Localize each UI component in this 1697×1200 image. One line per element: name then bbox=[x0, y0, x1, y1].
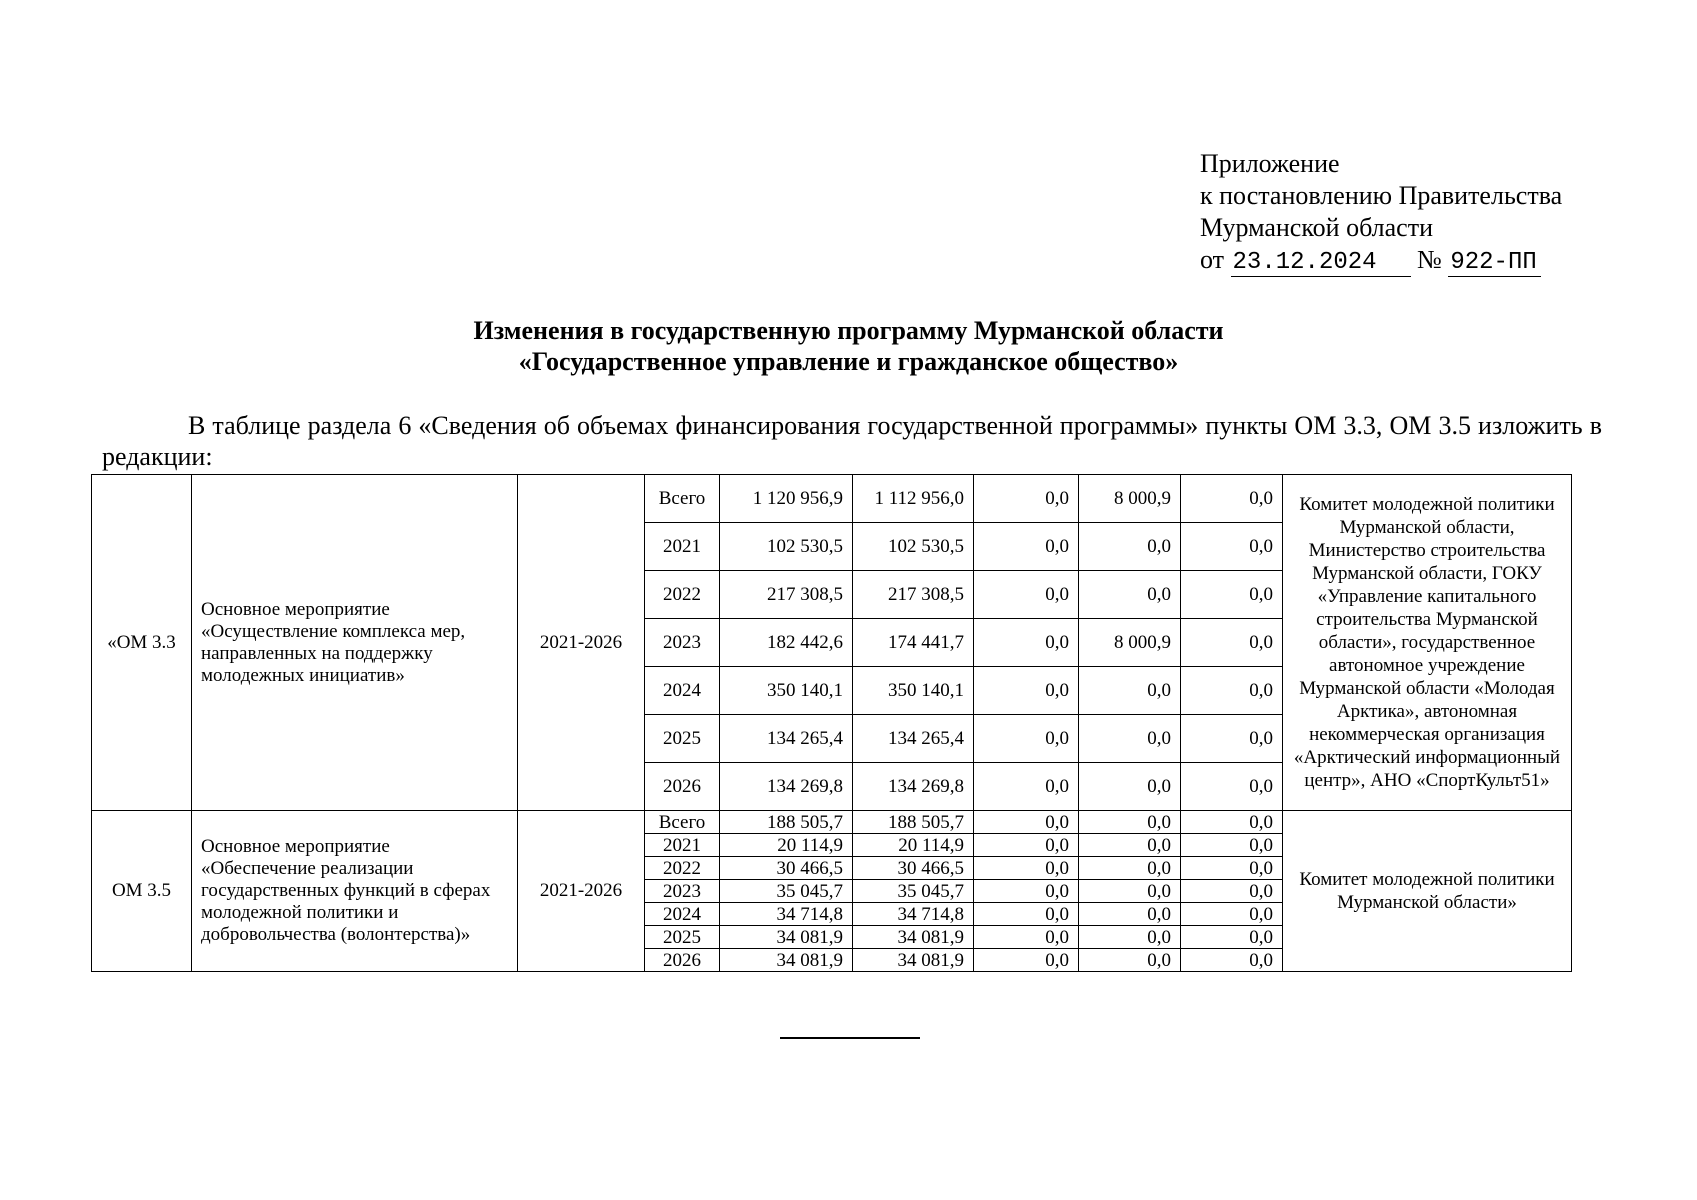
table-row bbox=[92, 475, 1572, 523]
value-total: 217 308,5 bbox=[720, 571, 853, 619]
measure-code: «ОМ 3.3 bbox=[92, 475, 192, 811]
value-other: 0,0 bbox=[1181, 763, 1283, 811]
measure-code: ОМ 3.5 bbox=[92, 811, 192, 972]
row-year: 2023 bbox=[645, 619, 720, 667]
measure-name: Основное мероприятие «Осуществление комплекса мер, направленных на поддержку молодежных инициатив» bbox=[192, 475, 518, 811]
value-regional: 102 530,5 bbox=[853, 523, 974, 571]
row-year: 2023 bbox=[645, 880, 720, 903]
row-year: 2024 bbox=[645, 667, 720, 715]
value-federal: 0,0 bbox=[974, 571, 1079, 619]
value-local: 0,0 bbox=[1079, 880, 1181, 903]
value-federal: 0,0 bbox=[974, 926, 1079, 949]
value-local: 0,0 bbox=[1079, 857, 1181, 880]
value-other: 0,0 bbox=[1181, 949, 1283, 972]
number-prefix: № bbox=[1417, 245, 1442, 274]
value-federal: 0,0 bbox=[974, 811, 1079, 834]
value-other: 0,0 bbox=[1181, 926, 1283, 949]
measure-executor: Комитет молодежной политики Мурманской области» bbox=[1283, 811, 1572, 972]
value-federal: 0,0 bbox=[974, 903, 1079, 926]
value-regional: 350 140,1 bbox=[853, 667, 974, 715]
title-line-2: «Государственное управление и гражданское общество» bbox=[518, 347, 1179, 376]
row-year: 2021 bbox=[645, 834, 720, 857]
value-regional: 35 045,7 bbox=[853, 880, 974, 903]
value-regional: 1 112 956,0 bbox=[853, 475, 974, 523]
value-regional: 34 081,9 bbox=[853, 949, 974, 972]
value-local: 0,0 bbox=[1079, 903, 1181, 926]
value-federal: 0,0 bbox=[974, 667, 1079, 715]
intro-paragraph: В таблице раздела 6 «Сведения об объемах финансирования государственной программы» пункты ОМ 3.3, ОМ 3.5 изложить в редакции: bbox=[102, 411, 1602, 471]
value-other: 0,0 bbox=[1181, 619, 1283, 667]
value-other: 0,0 bbox=[1181, 834, 1283, 857]
value-local: 0,0 bbox=[1079, 763, 1181, 811]
value-federal: 0,0 bbox=[974, 949, 1079, 972]
value-total: 20 114,9 bbox=[720, 834, 853, 857]
value-local: 8 000,9 bbox=[1079, 619, 1181, 667]
value-total: 34 081,9 bbox=[720, 926, 853, 949]
annex-date-number bbox=[1200, 244, 1562, 277]
title-line-1: Изменения в государственную программу Мурманской области bbox=[473, 316, 1224, 345]
annex-title: Приложение bbox=[1200, 149, 1340, 178]
row-year: 2022 bbox=[645, 857, 720, 880]
value-local: 0,0 bbox=[1079, 571, 1181, 619]
value-federal: 0,0 bbox=[974, 475, 1079, 523]
value-federal: 0,0 bbox=[974, 619, 1079, 667]
value-other: 0,0 bbox=[1181, 475, 1283, 523]
value-total: 188 505,7 bbox=[720, 811, 853, 834]
document-title bbox=[0, 315, 1697, 377]
value-local: 0,0 bbox=[1079, 926, 1181, 949]
end-divider bbox=[780, 1037, 920, 1039]
value-regional: 34 081,9 bbox=[853, 926, 974, 949]
value-total: 34 714,8 bbox=[720, 903, 853, 926]
value-other: 0,0 bbox=[1181, 857, 1283, 880]
value-other: 0,0 bbox=[1181, 880, 1283, 903]
value-regional: 30 466,5 bbox=[853, 857, 974, 880]
value-regional: 188 505,7 bbox=[853, 811, 974, 834]
value-federal: 0,0 bbox=[974, 523, 1079, 571]
value-local: 8 000,9 bbox=[1079, 475, 1181, 523]
value-regional: 217 308,5 bbox=[853, 571, 974, 619]
measure-name: Основное мероприятие «Обеспечение реализации государственных функций в сферах молодежной политики и добровольчества (волонтерства)» bbox=[192, 811, 518, 972]
value-federal: 0,0 bbox=[974, 763, 1079, 811]
annex-block bbox=[1200, 148, 1562, 277]
value-federal: 0,0 bbox=[974, 857, 1079, 880]
value-total: 35 045,7 bbox=[720, 880, 853, 903]
row-year: 2021 bbox=[645, 523, 720, 571]
date-prefix: от bbox=[1200, 245, 1225, 274]
annex-region: Мурманской области bbox=[1200, 213, 1433, 242]
value-local: 0,0 bbox=[1079, 715, 1181, 763]
value-federal: 0,0 bbox=[974, 880, 1079, 903]
value-regional: 134 269,8 bbox=[853, 763, 974, 811]
value-other: 0,0 bbox=[1181, 571, 1283, 619]
value-regional: 34 714,8 bbox=[853, 903, 974, 926]
table-row bbox=[92, 811, 1572, 834]
decree-number: 922-ПП bbox=[1448, 250, 1540, 277]
value-other: 0,0 bbox=[1181, 811, 1283, 834]
value-local: 0,0 bbox=[1079, 949, 1181, 972]
value-total: 102 530,5 bbox=[720, 523, 853, 571]
value-other: 0,0 bbox=[1181, 523, 1283, 571]
row-year: 2024 bbox=[645, 903, 720, 926]
row-year: Всего bbox=[645, 811, 720, 834]
value-total: 182 442,6 bbox=[720, 619, 853, 667]
value-total: 34 081,9 bbox=[720, 949, 853, 972]
measure-executor: Комитет молодежной политики Мурманской области, Министерство строительства Мурманской области, ГОКУ «Управление капитального строительства Мурманской области», государственное автономное учреждение Мурманской области «Молодая Арктика», автономная некоммерческая организация «Арктический информационный центр», АНО «СпортКульт51» bbox=[1283, 475, 1572, 811]
value-total: 350 140,1 bbox=[720, 667, 853, 715]
row-year: 2022 bbox=[645, 571, 720, 619]
value-other: 0,0 bbox=[1181, 667, 1283, 715]
value-local: 0,0 bbox=[1079, 811, 1181, 834]
value-local: 0,0 bbox=[1079, 667, 1181, 715]
value-total: 30 466,5 bbox=[720, 857, 853, 880]
annex-reference: к постановлению Правительства bbox=[1200, 181, 1563, 210]
value-total: 1 120 956,9 bbox=[720, 475, 853, 523]
measure-period: 2021-2026 bbox=[518, 811, 645, 972]
financing-table bbox=[91, 474, 1572, 972]
value-regional: 20 114,9 bbox=[853, 834, 974, 857]
decree-date: 23.12.2024 bbox=[1231, 250, 1411, 277]
row-year: 2026 bbox=[645, 763, 720, 811]
measure-period: 2021-2026 bbox=[518, 475, 645, 811]
value-regional: 174 441,7 bbox=[853, 619, 974, 667]
value-federal: 0,0 bbox=[974, 715, 1079, 763]
value-local: 0,0 bbox=[1079, 834, 1181, 857]
value-regional: 134 265,4 bbox=[853, 715, 974, 763]
row-year: 2025 bbox=[645, 926, 720, 949]
row-year: 2026 bbox=[645, 949, 720, 972]
value-federal: 0,0 bbox=[974, 834, 1079, 857]
row-year: Всего bbox=[645, 475, 720, 523]
value-total: 134 265,4 bbox=[720, 715, 853, 763]
value-local: 0,0 bbox=[1079, 523, 1181, 571]
row-year: 2025 bbox=[645, 715, 720, 763]
value-other: 0,0 bbox=[1181, 715, 1283, 763]
value-total: 134 269,8 bbox=[720, 763, 853, 811]
value-other: 0,0 bbox=[1181, 903, 1283, 926]
